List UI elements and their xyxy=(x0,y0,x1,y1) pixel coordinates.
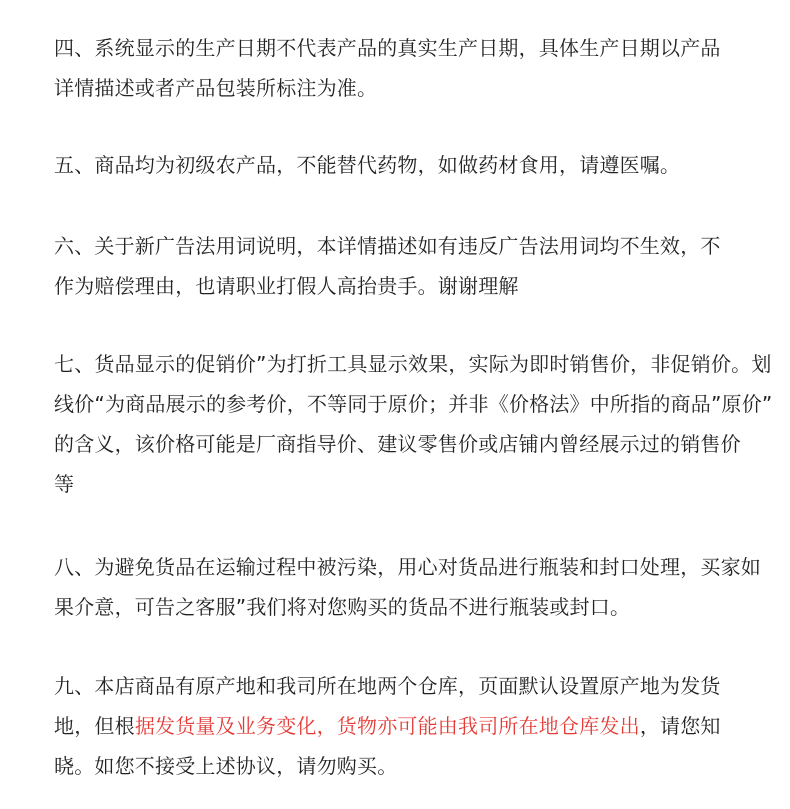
paragraph-eight xyxy=(54,547,761,627)
paragraph-seven xyxy=(54,344,773,504)
paragraph-six-line-2: 作为赔偿理由，也请职业打假人高抬贵手。谢谢理解 xyxy=(54,274,519,298)
paragraph-seven-line-4: 等 xyxy=(54,472,75,496)
paragraph-nine-line-2 xyxy=(54,706,744,746)
paragraph-seven-line-2: 线价“为商品展示的参考价，不等同于原价；并非《价格法》中所指的商品”原价” xyxy=(54,392,773,416)
paragraph-five-line-1: 五、商品均为初级农产品，不能替代药物，如做药材食用，请遵医嘱。 xyxy=(54,153,681,177)
paragraph-seven-line-3: 的含义，该价格可能是厂商指导价、建议零售价或店铺内曾经展示过的销售价 xyxy=(54,432,741,456)
paragraph-seven-line-1: 七、货品显示的促销价”为打折工具显示效果，实际为即时销售价，非促销价。划 xyxy=(54,352,772,376)
paragraph-nine-line-2-prefix: 地，但根 xyxy=(54,714,135,738)
paragraph-eight-line-1: 八、为避免货品在运输过程中被污染，用心对货品进行瓶装和封口处理，买家如 xyxy=(54,555,761,579)
paragraph-nine-highlight-text: 据发货量及业务变化，货物亦可能由我司所在地仓库发出 xyxy=(134,714,640,738)
paragraph-nine-line-2-suffix: ，请您知 xyxy=(639,714,721,738)
paragraph-five xyxy=(54,145,744,185)
paragraph-nine-line-3: 晓。如您不接受上述协议，请勿购买。 xyxy=(54,754,398,778)
paragraph-eight-line-2: 果介意，可告之客服”我们将对您购买的货品不进行瓶装或封口。 xyxy=(54,595,631,619)
paragraph-four xyxy=(54,28,744,108)
paragraph-four-line-2: 详情描述或者产品包装所标注为准。 xyxy=(54,76,378,100)
paragraph-nine xyxy=(54,666,744,786)
paragraph-four-line-1: 四、系统显示的生产日期不代表产品的真实生产日期，具体生产日期以产品 xyxy=(54,36,721,60)
paragraph-nine-line-1: 九、本店商品有原产地和我司所在地两个仓库，页面默认设置原产地为发货 xyxy=(54,674,721,698)
paragraph-six-line-1: 六、关于新广告法用词说明，本详情描述如有违反广告法用词均不生效，不 xyxy=(54,234,721,258)
paragraph-six xyxy=(54,226,744,306)
